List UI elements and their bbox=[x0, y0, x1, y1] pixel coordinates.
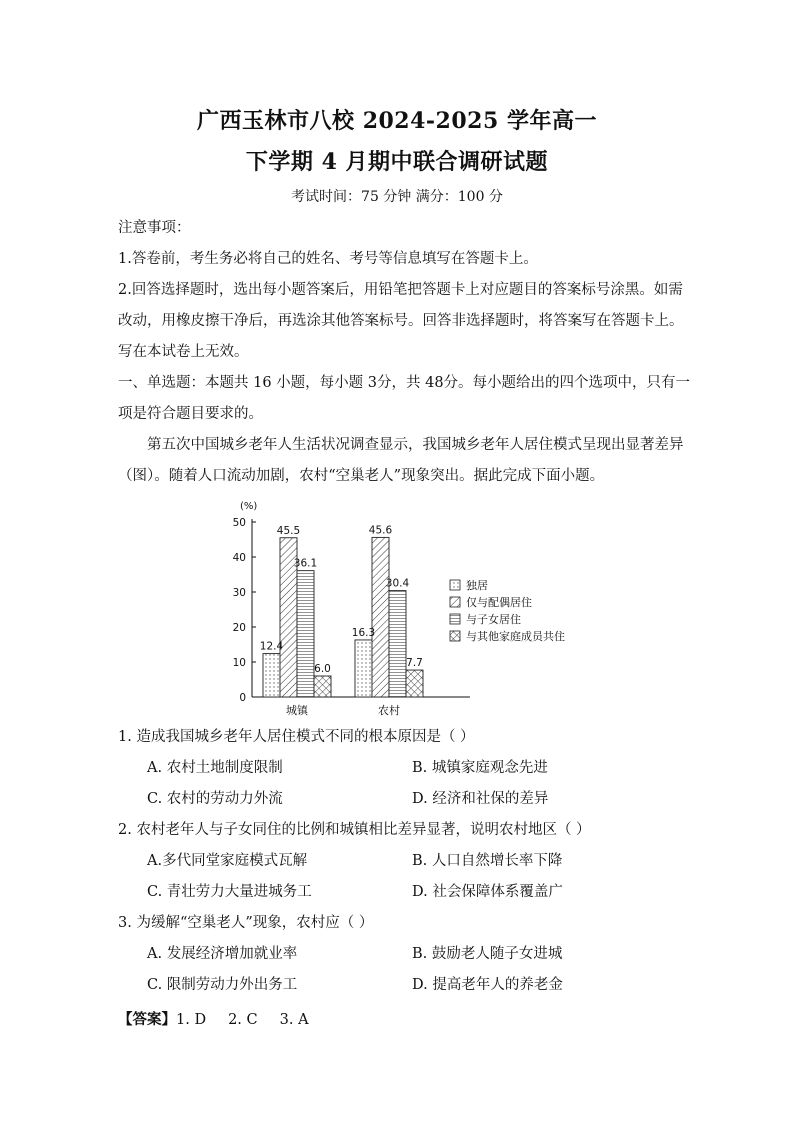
notes-heading: 注意事项： bbox=[118, 220, 191, 236]
passage-line2: （图）。随着人口流动加剧，农村“空巢老人”现象突出。据此完成下面小题。 bbox=[118, 468, 605, 484]
passage-line1: 第五次中国城乡老年人生活状况调查显示，我国城乡老年人居住模式呈现出显著差异 bbox=[147, 437, 684, 453]
y-tick-label: 30 bbox=[232, 587, 246, 599]
x-category-label: 农村 bbox=[378, 704, 400, 717]
exam-info: 考试时间：75 分钟 满分：100 分 bbox=[291, 189, 503, 205]
section-heading-line2: 项是符合题目要求的。 bbox=[118, 406, 263, 422]
question-2-option-c[interactable]: C. 青壮劳力大量进城务工 bbox=[147, 884, 312, 900]
answer-item-2: 2. C bbox=[228, 1012, 258, 1028]
section-heading-line1: 一、单选题：本题共 16 小题，每小题 3分，共 48分。每小题给出的四个选项中，只有一 bbox=[118, 375, 691, 391]
bar-urban-series-3 bbox=[297, 571, 314, 697]
bar-urban-series-4 bbox=[314, 676, 331, 697]
y-tick-label: 50 bbox=[232, 517, 246, 529]
question-3-option-a[interactable]: A. 发展经济增加就业率 bbox=[147, 946, 298, 962]
legend-label: 与子女居住 bbox=[466, 613, 521, 626]
bar-urban-series-1 bbox=[263, 654, 280, 697]
question-3-option-c[interactable]: C. 限制劳动力外出务工 bbox=[147, 977, 298, 993]
bar-value-label: 16.3 bbox=[351, 626, 376, 639]
question-1-stem: 1. 造成我国城乡老年人居住模式不同的根本原因是（ ） bbox=[118, 729, 475, 745]
question-2-option-d[interactable]: D. 社会保障体系覆盖广 bbox=[412, 884, 563, 900]
y-tick-label: 20 bbox=[232, 622, 246, 634]
legend-label: 仅与配偶居住 bbox=[466, 596, 532, 609]
living-arrangement-bar-chart bbox=[220, 497, 590, 722]
question-3-stem: 3. 为缓解“空巢老人”现象，农村应（ ） bbox=[118, 915, 374, 931]
legend-swatch bbox=[450, 614, 460, 624]
answer-key bbox=[118, 1008, 309, 1029]
question-3-option-d[interactable]: D. 提高老年人的养老金 bbox=[412, 977, 563, 993]
y-tick-label: 10 bbox=[232, 657, 246, 669]
notes-item-2-line1: 2.回答选择题时，选出每小题答案后，用铅笔把答题卡上对应题目的答案标号涂黑。如需 bbox=[118, 282, 683, 298]
bar-value-label: 30.4 bbox=[385, 577, 410, 590]
bar-rural-series-3 bbox=[389, 591, 406, 697]
answer-item-3: 3. A bbox=[279, 1012, 309, 1028]
bar-value-label: 7.7 bbox=[406, 657, 423, 670]
bar-value-label: 45.5 bbox=[276, 524, 301, 537]
question-1-option-d[interactable]: D. 经济和社保的差异 bbox=[412, 791, 549, 807]
question-2-option-b[interactable]: B. 人口自然增长率下降 bbox=[412, 853, 563, 869]
y-axis-unit: (%) bbox=[240, 501, 258, 512]
question-1-option-b[interactable]: B. 城镇家庭观念先进 bbox=[412, 760, 548, 776]
bar-rural-series-4 bbox=[406, 670, 423, 697]
bar-rural-series-2 bbox=[372, 537, 389, 697]
bar-rural-series-1 bbox=[355, 640, 372, 697]
y-tick-label: 0 bbox=[239, 692, 246, 704]
answer-label: 【答案】 bbox=[118, 1011, 176, 1028]
legend-swatch bbox=[450, 597, 460, 607]
bar-value-label: 6.0 bbox=[314, 663, 331, 675]
legend-swatch bbox=[450, 631, 460, 641]
x-category-label: 城镇 bbox=[286, 704, 308, 717]
question-2-stem: 2. 农村老年人与子女同住的比例和城镇相比差异显著，说明农村地区（ ） bbox=[118, 822, 591, 838]
question-1-option-a[interactable]: A. 农村土地制度限制 bbox=[147, 760, 283, 776]
notes-item-2-line2: 改动，用橡皮擦干净后，再选涂其他答案标号。回答非选择题时，将答案写在答题卡上。 bbox=[118, 313, 684, 329]
answer-item-1: 1. D bbox=[176, 1012, 207, 1028]
bar-value-label: 45.6 bbox=[368, 524, 393, 537]
bar-value-label: 12.4 bbox=[259, 640, 284, 653]
question-3-option-b[interactable]: B. 鼓励老人随子女进城 bbox=[412, 946, 563, 962]
legend-swatch bbox=[450, 580, 460, 590]
question-2-option-a[interactable]: A.多代同堂家庭模式瓦解 bbox=[147, 853, 308, 869]
y-tick-label: 40 bbox=[232, 552, 246, 564]
exam-title-line1: 广西玉林市八校 2024-2025 学年高一 bbox=[197, 108, 597, 134]
notes-item-2-line3: 写在本试卷上无效。 bbox=[118, 344, 249, 360]
notes-item-1: 1.答卷前，考生务必将自己的姓名、考号等信息填写在答题卡上。 bbox=[118, 251, 538, 267]
question-1-option-c[interactable]: C. 农村的劳动力外流 bbox=[147, 791, 283, 807]
legend-label: 与其他家庭成员共住 bbox=[466, 630, 565, 643]
legend-label: 独居 bbox=[466, 579, 488, 592]
bar-value-label: 36.1 bbox=[293, 557, 318, 570]
exam-title-line2: 下学期 4 月期中联合调研试题 bbox=[245, 149, 549, 175]
